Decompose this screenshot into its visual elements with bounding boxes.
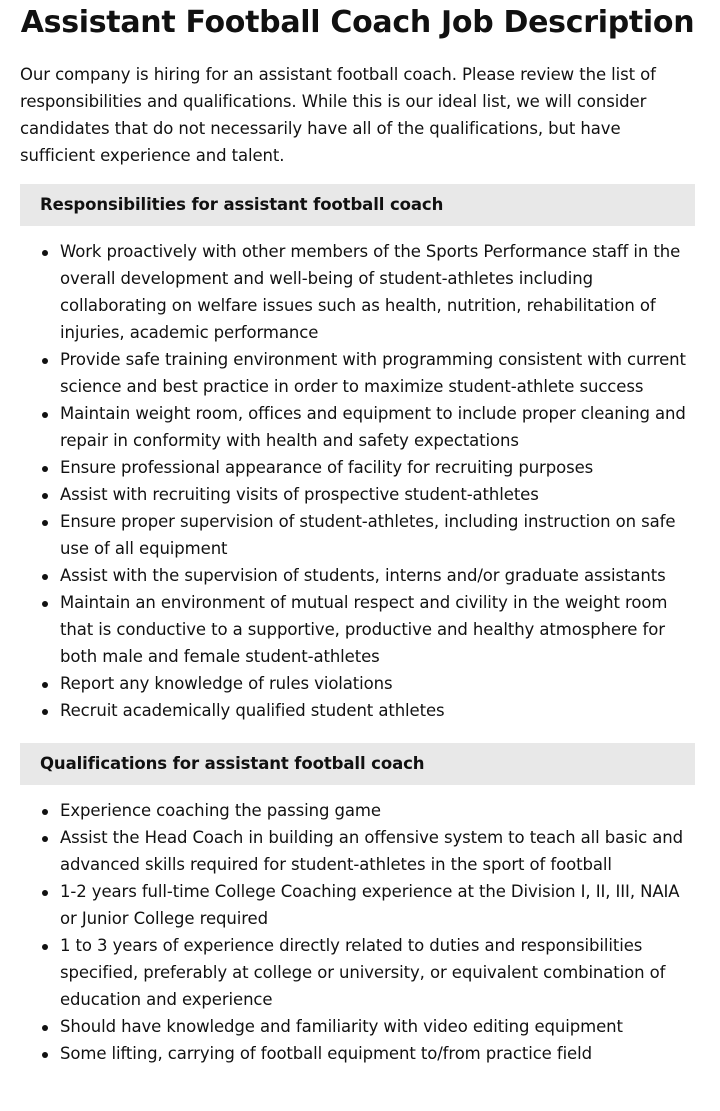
job-description-page — [20, 0, 695, 1067]
responsibility-item: Assist with the supervision of students, interns and/or graduate assistants — [60, 562, 695, 589]
qualification-item: 1 to 3 years of experience directly related to duties and responsibilities specified, preferably at college or university, or equivalent combination of education and experience — [60, 932, 695, 1013]
intro-paragraph: Our company is hiring for an assistant football coach. Please review the list of responsibilities and qualifications. While this is our ideal list, we will consider candidates that do not necessarily have all of the qualifications, but have sufficient experience and talent. — [20, 65, 656, 165]
responsibilities-heading: Responsibilities for assistant football coach — [20, 184, 695, 226]
qualification-item: 1-2 years full-time College Coaching experience at the Division I, II, III, NAIA or Junior College required — [60, 878, 695, 932]
qualification-item: Assist the Head Coach in building an offensive system to teach all basic and advanced skills required for student-athletes in the sport of football — [60, 824, 695, 878]
qualifications-list — [20, 797, 695, 1067]
qualification-item: Some lifting, carrying of football equipment to/from practice field — [60, 1040, 695, 1067]
qualification-item: Experience coaching the passing game — [60, 797, 695, 824]
qualification-item: Should have knowledge and familiarity with video editing equipment — [60, 1013, 695, 1040]
responsibility-item: Provide safe training environment with programming consistent with current science and best practice in order to maximize student-athlete success — [60, 346, 695, 400]
page-title: Assistant Football Coach Job Description — [20, 5, 695, 40]
responsibility-item: Work proactively with other members of the Sports Performance staff in the overall development and well-being of student-athletes including collaborating on welfare issues such as health, nutrition, rehabilitation of injuries, academic performance — [60, 238, 695, 346]
responsibility-item: Assist with recruiting visits of prospective student-athletes — [60, 481, 695, 508]
responsibility-item: Report any knowledge of rules violations — [60, 670, 695, 697]
responsibilities-list — [20, 238, 695, 724]
qualifications-heading: Qualifications for assistant football coach — [20, 743, 695, 785]
responsibility-item: Ensure professional appearance of facility for recruiting purposes — [60, 454, 695, 481]
responsibility-item: Ensure proper supervision of student-athletes, including instruction on safe use of all equipment — [60, 508, 695, 562]
responsibility-item: Recruit academically qualified student athletes — [60, 697, 695, 724]
responsibility-item: Maintain weight room, offices and equipment to include proper cleaning and repair in conformity with health and safety expectations — [60, 400, 695, 454]
responsibility-item: Maintain an environment of mutual respect and civility in the weight room that is conductive to a supportive, productive and healthy atmosphere for both male and female student-athletes — [60, 589, 695, 670]
